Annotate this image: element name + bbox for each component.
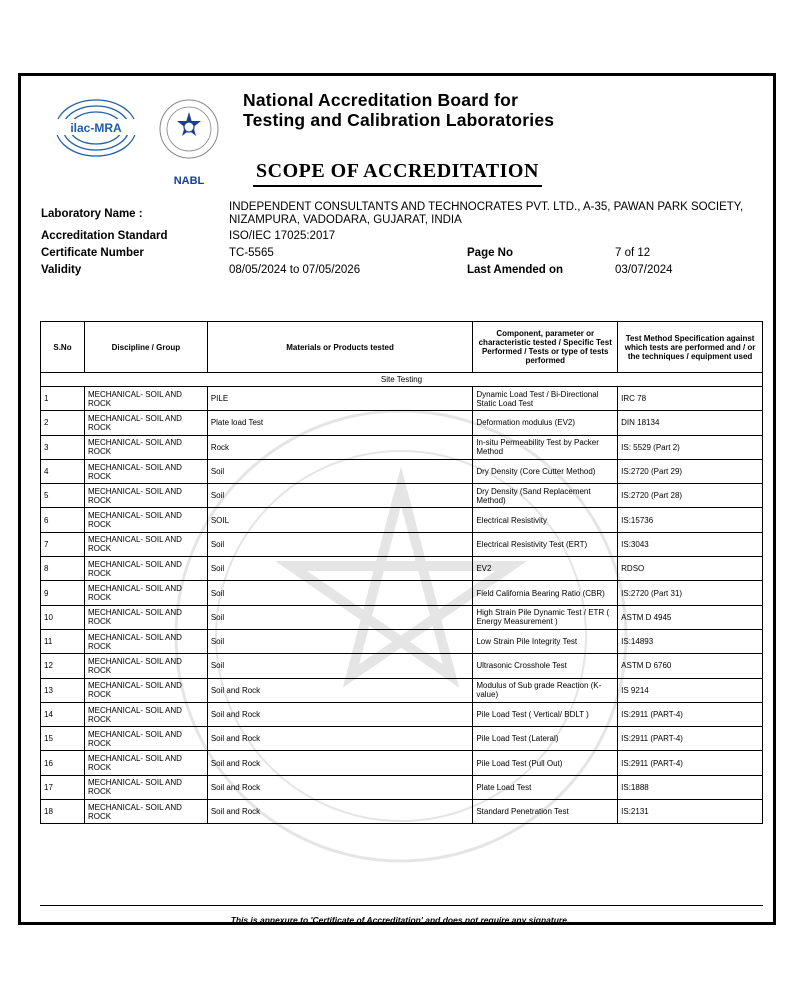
cell-sno: 1 [41,387,85,411]
cell-component: Electrical Resistivity Test (ERT) [473,532,618,556]
ilac-logo-text: ilac-MRA [70,121,122,135]
cell-method: IS:14893 [618,629,763,653]
cell-discipline: MECHANICAL- SOIL AND ROCK [84,727,207,751]
cell-material: Soil and Rock [207,727,473,751]
table-row [41,557,763,581]
cell-component: Pile Load Test (Lateral) [473,727,618,751]
page-title: SCOPE OF ACCREDITATION [253,160,542,187]
cell-component: Ultrasonic Crosshole Test [473,654,618,678]
page-no-label: Page No [467,247,514,259]
cell-method: IRC 78 [618,387,763,411]
cell-discipline: MECHANICAL- SOIL AND ROCK [84,387,207,411]
cell-component: Field California Bearing Ratio (CBR) [473,581,618,605]
cell-material: Plate load Test [207,411,473,435]
cell-discipline: MECHANICAL- SOIL AND ROCK [84,459,207,483]
table-row [41,702,763,726]
cell-material: Soil [207,532,473,556]
cell-sno: 2 [41,411,85,435]
cell-component: High Strain Pile Dynamic Test / ETR ( Energy Measurement ) [473,605,618,629]
lab-name-label: Laboratory Name : [41,208,143,220]
cell-component: In-situ Permeability Test by Packer Method [473,435,618,459]
cell-method: IS:2911 (PART-4) [618,727,763,751]
cell-discipline: MECHANICAL- SOIL AND ROCK [84,702,207,726]
cell-method: IS:2720 (Part 28) [618,484,763,508]
section-row [41,373,763,387]
amended-label: Last Amended on [467,264,564,276]
cell-material: Soil and Rock [207,702,473,726]
standard-label: Accreditation Standard [41,230,168,242]
certificate-page [18,73,776,925]
table-row [41,411,763,435]
table-row [41,532,763,556]
cell-discipline: MECHANICAL- SOIL AND ROCK [84,629,207,653]
cell-method: IS:2720 (Part 29) [618,459,763,483]
table-row [41,654,763,678]
footer-divider [40,905,763,906]
org-name-line2: Testing and Calibration Laboratories [243,110,555,130]
col-header-sno: S.No [41,322,85,373]
cell-material: Soil [207,581,473,605]
scope-table [40,321,763,824]
nabl-logo-text: NABL [173,175,205,187]
cell-component: Dry Density (Sand Replacement Method) [473,484,618,508]
cell-method: RDSO [618,557,763,581]
table-row [41,775,763,799]
cell-component: Low Strain Pile Integrity Test [473,629,618,653]
section-label: Site Testing [41,373,763,387]
cell-material: Soil [207,629,473,653]
table-row [41,605,763,629]
lab-name-line1: INDEPENDENT CONSULTANTS AND TECHNOCRATES PVT. LTD., A-35, PAWAN PARK SOCIETY, [229,201,744,213]
cell-material: Soil [207,605,473,629]
page-no-value: 7 of 12 [615,247,651,259]
cell-method: DIN 18134 [618,411,763,435]
cell-discipline: MECHANICAL- SOIL AND ROCK [84,557,207,581]
cell-sno: 5 [41,484,85,508]
cell-method: IS:2911 (PART-4) [618,751,763,775]
table-body [41,373,763,824]
table-row [41,387,763,411]
cell-sno: 13 [41,678,85,702]
cell-material: Soil [207,459,473,483]
cell-sno: 6 [41,508,85,532]
cell-sno: 17 [41,775,85,799]
table-row [41,459,763,483]
cell-sno: 11 [41,629,85,653]
cell-discipline: MECHANICAL- SOIL AND ROCK [84,411,207,435]
cell-method: IS 9214 [618,678,763,702]
cell-component: Electrical Resistivity [473,508,618,532]
table-row [41,727,763,751]
cell-method: IS:15736 [618,508,763,532]
lab-info [21,76,779,296]
footer-note: This is annexure to 'Certificate of Accreditation' and does not require any signature. [230,915,570,925]
cell-method: IS:2911 (PART-4) [618,702,763,726]
cell-discipline: MECHANICAL- SOIL AND ROCK [84,800,207,824]
cell-material: Soil and Rock [207,775,473,799]
cell-method: IS:3043 [618,532,763,556]
cell-component: Pile Load Test (Pull Out) [473,751,618,775]
cell-material: Soil [207,557,473,581]
cell-sno: 12 [41,654,85,678]
cell-sno: 16 [41,751,85,775]
cell-sno: 4 [41,459,85,483]
cell-sno: 8 [41,557,85,581]
cell-discipline: MECHANICAL- SOIL AND ROCK [84,484,207,508]
table-header-row [41,322,763,373]
table-row [41,508,763,532]
cell-method: IS: 5529 (Part 2) [618,435,763,459]
cell-sno: 15 [41,727,85,751]
col-header-component: Component, parameter or characteristic tested / Specific Test Performed / Tests or type of tests performed [473,322,618,373]
cell-material: Soil [207,484,473,508]
amended-value: 03/07/2024 [615,264,673,276]
cert-label: Certificate Number [41,247,144,259]
table-row [41,435,763,459]
cell-discipline: MECHANICAL- SOIL AND ROCK [84,654,207,678]
table-row [41,629,763,653]
cell-component: EV2 [473,557,618,581]
cell-discipline: MECHANICAL- SOIL AND ROCK [84,605,207,629]
cell-component: Standard Penetration Test [473,800,618,824]
cell-component: Deformation modulus (EV2) [473,411,618,435]
cell-material: Soil and Rock [207,800,473,824]
cell-method: IS:1888 [618,775,763,799]
cell-discipline: MECHANICAL- SOIL AND ROCK [84,751,207,775]
table-row [41,678,763,702]
table-row [41,484,763,508]
cell-material: Soil [207,654,473,678]
table-row [41,581,763,605]
standard-value: ISO/IEC 17025:2017 [229,230,336,242]
cell-material: Soil and Rock [207,751,473,775]
cell-material: PILE [207,387,473,411]
cell-discipline: MECHANICAL- SOIL AND ROCK [84,678,207,702]
cell-discipline: MECHANICAL- SOIL AND ROCK [84,435,207,459]
cell-method: ASTM D 6760 [618,654,763,678]
table-row [41,751,763,775]
cell-component: Pile Load Test ( Vertical/ BDLT ) [473,702,618,726]
cell-method: IS:2720 (Part 31) [618,581,763,605]
validity-value: 08/05/2024 to 07/05/2026 [229,264,361,276]
cell-component: Modulus of Sub grade Reaction (K-value) [473,678,618,702]
org-name-line1: National Accreditation Board for [243,90,519,110]
cell-material: SOIL [207,508,473,532]
lab-name-line2: NIZAMPURA, VADODARA, GUJARAT, INDIA [229,214,462,226]
cell-method: ASTM D 4945 [618,605,763,629]
cell-sno: 3 [41,435,85,459]
cell-discipline: MECHANICAL- SOIL AND ROCK [84,508,207,532]
cell-sno: 18 [41,800,85,824]
cell-component: Dry Density (Core Cutter Method) [473,459,618,483]
table-row [41,800,763,824]
cell-discipline: MECHANICAL- SOIL AND ROCK [84,532,207,556]
col-header-materials: Materials or Products tested [207,322,473,373]
cell-component: Dynamic Load Test / Bi-Directional Static Load Test [473,387,618,411]
cell-sno: 14 [41,702,85,726]
cell-material: Rock [207,435,473,459]
cell-sno: 9 [41,581,85,605]
cell-sno: 10 [41,605,85,629]
col-header-discipline: Discipline / Group [84,322,207,373]
col-header-method: Test Method Specification against which tests are performed and / or the techniques / equipment used [618,322,763,373]
cell-sno: 7 [41,532,85,556]
cell-component: Plate Load Test [473,775,618,799]
cert-value: TC-5565 [229,247,274,259]
validity-label: Validity [41,264,82,276]
cell-material: Soil and Rock [207,678,473,702]
cell-discipline: MECHANICAL- SOIL AND ROCK [84,775,207,799]
cell-discipline: MECHANICAL- SOIL AND ROCK [84,581,207,605]
cell-method: IS:2131 [618,800,763,824]
